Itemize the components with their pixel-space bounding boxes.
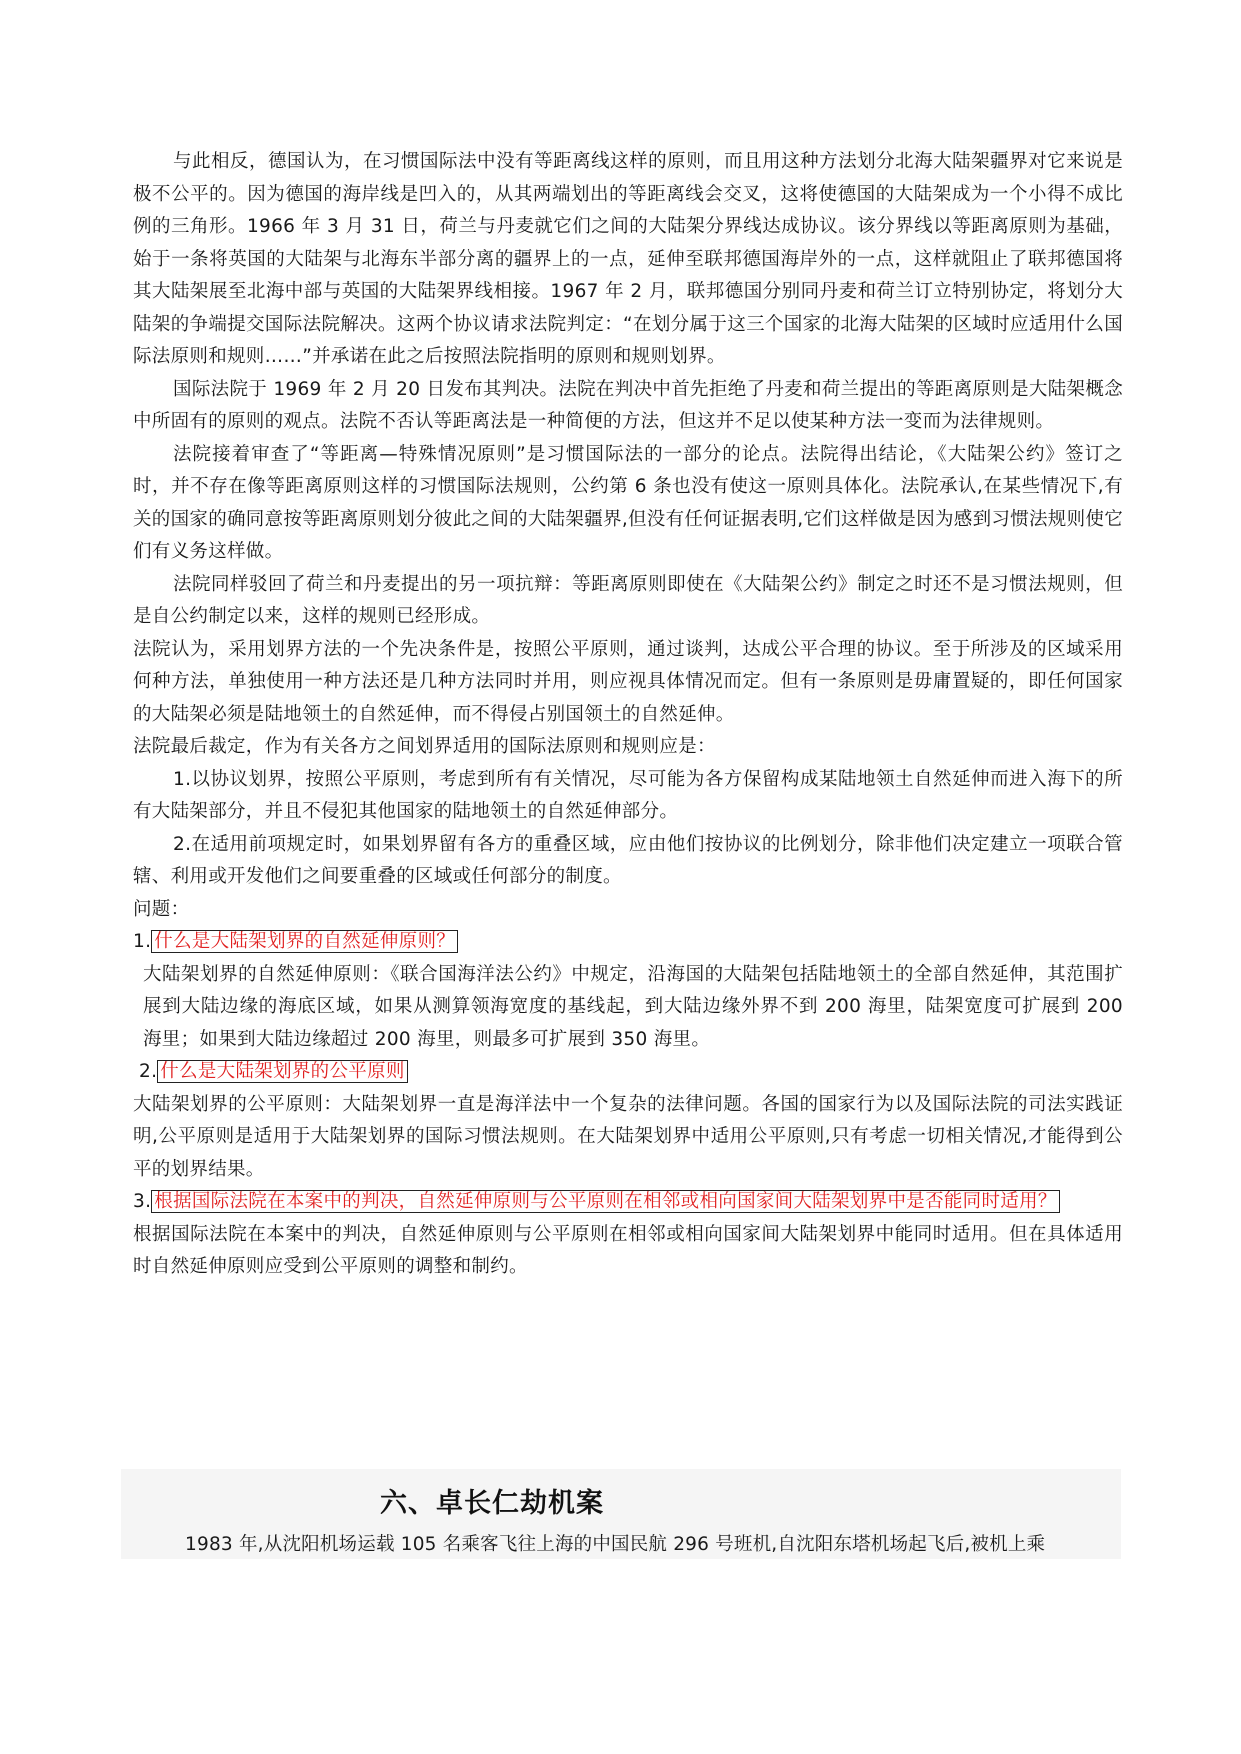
question-3 bbox=[133, 1186, 1123, 1219]
question-3-number: 3. bbox=[133, 1191, 152, 1212]
paragraph-judgment-date: 国际法院于 1969 年 2 月 20 日发布其判决。法院在判决中首先拒绝了丹麦和荷兰提出的等距离原则是大陆架概念中所固有的原则的观点。法院不否认等距离法是一种简便的方法，但这并不足以使某种方法一变而为法律规则。 bbox=[133, 378, 1123, 432]
paragraph-precondition: 法院认为，采用划界方法的一个先决条件是，按照公平原则，通过谈判，达成公平合理的协议。至于所涉及的区域采用何种方法，单独使用一种方法还是几种方法同时并用，则应视具体情况而定。但有一条原则是毋庸置疑的，即任何国家的大陆架必须是陆地领土的自然延伸，而不得侵占别国领土的自然延伸。 bbox=[133, 638, 1123, 725]
answer-2: 大陆架划界的公平原则：大陆架划界一直是海洋法中一个复杂的法律问题。各国的国家行为以及国际法院的司法实践证明,公平原则是适用于大陆架划界的国际习惯法规则。在大陆架划界中适用公平原则,只有考虑一切相关情况,才能得到公平的划界结果。 bbox=[133, 1093, 1123, 1180]
question-1-text: 什么是大陆架划界的自然延伸原则？ bbox=[151, 930, 458, 953]
questions-heading: 问题： bbox=[133, 898, 190, 920]
paragraph-counterargument: 法院同样驳回了荷兰和丹麦提出的另一项抗辩：等距离原则即使在《大陆架公约》制定之时还不是习惯法规则，但是自公约制定以来，这样的规则已经形成。 bbox=[133, 573, 1123, 627]
paragraph-equidistance-review: 法院接着审查了“等距离—特殊情况原则”是习惯国际法的一部分的论点。法院得出结论，《大陆架公约》签订之时，并不存在像等距离原则这样的习惯国际法规则，公约第 6 条也没有使这一原则具体化。法院承认,在某些情况下,有关的国家的确同意按等距离原则划分彼此之间的大陆架疆界,但没有任何证据表明,它们这样做是因为感到习惯法规则使它们有义务这样做。 bbox=[133, 443, 1123, 562]
section-first-line: 1983 年,从沈阳机场运载 105 名乘客飞往上海的中国民航 296 号班机,自沈阳东塔机场起飞后,被机上乘 bbox=[185, 1534, 1046, 1555]
question-2-number: 2. bbox=[139, 1061, 158, 1082]
question-1 bbox=[133, 926, 1123, 959]
question-2 bbox=[133, 1056, 1123, 1089]
section-title: 六、卓长仁劫机案 bbox=[380, 1488, 604, 1519]
ruling-item-1: 1.以协议划界，按照公平原则，考虑到所有有关情况，尽可能为各方保留构成某陆地领土自然延伸而进入海下的所有大陆架部分，并且不侵犯其他国家的陆地领土的自然延伸部分。 bbox=[133, 768, 1123, 822]
answer-1: 大陆架划界的自然延伸原则：《联合国海洋法公约》中规定，沿海国的大陆架包括陆地领土的全部自然延伸，其范围扩展到大陆边缘的海底区域，如果从测算领海宽度的基线起，到大陆边缘外界不到 200 海里，陆架宽度可扩展到 200 海里；如果到大陆边缘超过 200 海里，则最多可扩展到 350 海里。 bbox=[143, 963, 1123, 1050]
question-3-text: 根据国际法院在本案中的判决，自然延伸原则与公平原则在相邻或相向国家间大陆架划界中是否能同时适用？ bbox=[151, 1190, 1059, 1213]
question-1-number: 1. bbox=[133, 931, 152, 952]
document-body bbox=[133, 146, 1123, 1284]
paragraph-final-ruling: 法院最后裁定，作为有关各方之间划界适用的国际法原则和规则应是： bbox=[133, 736, 716, 757]
answer-3: 根据国际法院在本案中的判决，自然延伸原则与公平原则在相邻或相向国家间大陆架划界中能同时适用。但在具体适用时自然延伸原则应受到公平原则的调整和制约。 bbox=[133, 1223, 1123, 1277]
ruling-item-2: 2.在适用前项规定时，如果划界留有各方的重叠区域，应由他们按协议的比例划分，除非他们决定建立一项联合管辖、利用或开发他们之间要重叠的区域或任何部分的制度。 bbox=[133, 833, 1123, 887]
question-2-text: 什么是大陆架划界的公平原则 bbox=[157, 1060, 407, 1083]
paragraph-germany-position: 与此相反，德国认为，在习惯国际法中没有等距离线这样的原则，而且用这种方法划分北海大陆架疆界对它来说是极不公平的。因为德国的海岸线是凹入的，从其两端划出的等距离线会交叉，这将使德国的大陆架成为一个小得不成比例的三角形。1966 年 3 月 31 日，荷兰与丹麦就它们之间的大陆架分界线达成协议。该分界线以等距离原则为基础，始于一条将英国的大陆架与北海东半部分离的疆界上的一点，延伸至联邦德国海岸外的一点，这样就阻止了联邦德国将其大陆架展至北海中部与英国的大陆架界线相接。1967 年 2 月，联邦德国分别同丹麦和荷兰订立特别协定，将划分大陆架的争端提交国际法院解决。这两个协议请求法院判定：“在划分属于这三个国家的北海大陆架的区域时应适用什么国际法原则和规则……”并承诺在此之后按照法院指明的原则和规则划界。 bbox=[133, 151, 1123, 367]
